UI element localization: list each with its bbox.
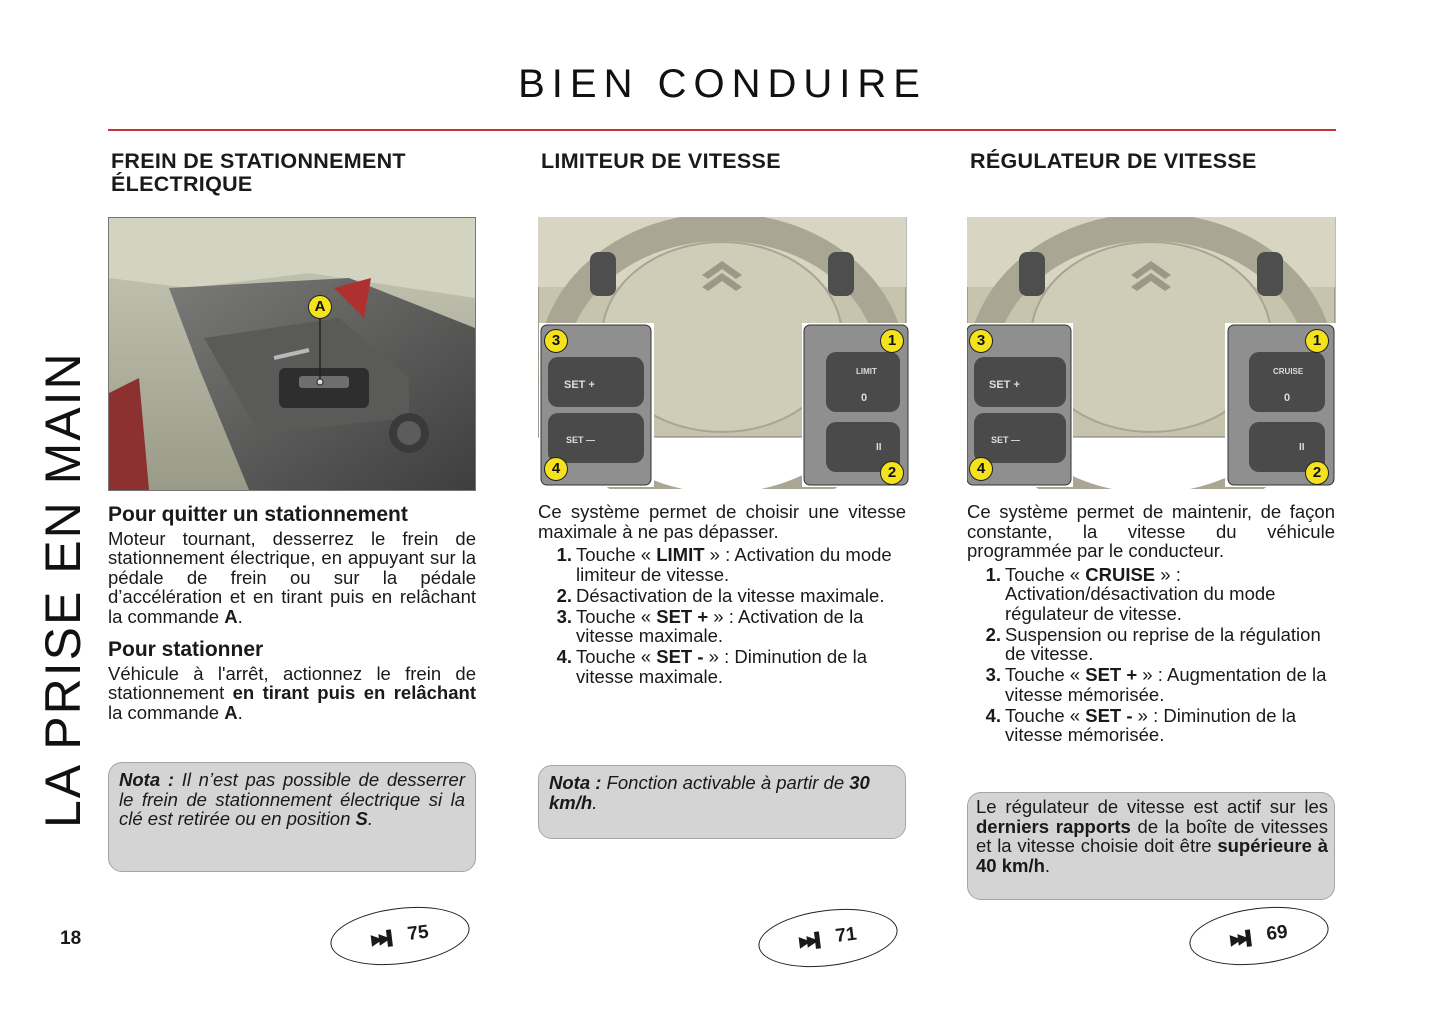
page-ref-label: 69 [1265, 921, 1289, 945]
limiter-intro: Ce système permet de choisir une vitesse maximale à ne pas dépasser. [538, 501, 906, 542]
badge-3: 3 [544, 329, 568, 353]
limiter-steps [538, 545, 906, 686]
page-ref-label: 71 [834, 923, 858, 947]
park-paragraph: Véhicule à l'arrêt, actionnez le frein de stationnement en tirant puis en relâchant la commande A. [108, 662, 476, 723]
list-item: 2. Désactivation de la vitesse maximale. [556, 584, 885, 606]
cruise-label: CRUISE [1273, 367, 1304, 376]
badge-1: 1 [880, 329, 904, 353]
limiter-wheel-photo [538, 217, 908, 489]
set-plus-label: SET + [564, 379, 595, 391]
control-a-label: A [308, 295, 332, 319]
zero-label: 0 [861, 392, 868, 404]
skip-forward-icon: ▶▶▌ [1229, 928, 1254, 947]
note-box-parking-brake: Nota : Il n’est pas possible de desserrer le frein de stationnement électrique si la clé est retirée ou en position S. [108, 762, 476, 872]
title-line-2: ÉLECTRIQUE [111, 172, 253, 196]
column-cruise-control [967, 150, 1335, 746]
column-speed-limiter [538, 150, 906, 688]
section-title [108, 150, 476, 210]
badge-3: 3 [969, 329, 993, 353]
page-title: BIEN CONDUIRE [518, 62, 927, 106]
steering-wheel-illustration [538, 217, 910, 489]
list-item: 2. Suspension ou reprise de la régulation de vitesse. [985, 623, 1321, 664]
skip-forward-icon: ▶▶▌ [370, 928, 395, 947]
subheading-park: Pour stationner [108, 638, 264, 661]
section-title: LIMITEUR DE VITESSE [541, 149, 781, 173]
cruise-intro: Ce système permet de maintenir, de façon constante, la vitesse du véhicule programmée par le conducteur. [967, 501, 1335, 561]
zero-label: 0 [1284, 392, 1291, 404]
section-title: RÉGULATEUR DE VITESSE [970, 149, 1257, 173]
list-item: 1. Touche « LIMIT » : Activation du mode limiteur de vitesse. [556, 544, 892, 585]
list-item: 3. Touche « SET + » : Activation de la vitesse maximale. [556, 605, 864, 646]
subheading-release: Pour quitter un stationnement [108, 503, 408, 526]
limit-label: LIMIT [856, 367, 877, 376]
pause-label: II [876, 442, 882, 453]
title-line-1: FREIN DE STATIONNEMENT [111, 149, 406, 173]
set-minus-label: SET — [991, 435, 1021, 445]
badge-2: 2 [880, 461, 904, 485]
cruise-text [967, 502, 1335, 745]
chapter-title: LA PRISE EN MAIN [35, 351, 91, 828]
page-ref-71[interactable] [755, 902, 901, 975]
release-paragraph: Moteur tournant, desserrez le frein de stationnement électrique, en appuyant sur la pédale de frein ou sur la pédale d’accélération et en tirant puis en relâchant la commande A. [108, 527, 476, 627]
badge-4: 4 [544, 457, 568, 481]
page-ref-label: 75 [406, 921, 430, 945]
skip-forward-icon: ▶▶▌ [798, 930, 823, 949]
page-ref-69[interactable] [1186, 900, 1332, 973]
pause-label: II [1299, 442, 1305, 453]
list-item: 4. Touche « SET - » : Diminution de la vitesse maximale. [556, 646, 868, 687]
cruise-wheel-photo [967, 217, 1337, 489]
steering-wheel-illustration [967, 217, 1339, 489]
list-item: 1. Touche « CRUISE » : Activation/désactivation du mode régulateur de vitesse. [985, 563, 1276, 624]
page-number: 18 [60, 928, 82, 949]
badge-1: 1 [1305, 329, 1329, 353]
set-minus-label: SET — [566, 435, 596, 445]
note-box-cruise: Le régulateur de vitesse est actif sur les derniers rapports de la boîte de vitesses et la vitesse choisie doit être supérieure à 40 km/h. [967, 792, 1335, 900]
page-ref-75[interactable] [327, 900, 473, 973]
badge-4: 4 [969, 457, 993, 481]
cruise-steps [967, 565, 1335, 745]
note-box-limiter: Nota : Fonction activable à partir de 30 km/h. [538, 765, 906, 839]
set-plus-label: SET + [989, 379, 1020, 391]
list-item: 3. Touche « SET + » : Augmentation de la vitesse mémorisée. [985, 664, 1327, 705]
limiter-text [538, 502, 906, 686]
list-item: 4. Touche « SET - » : Diminution de la vitesse mémorisée. [985, 704, 1297, 745]
badge-2: 2 [1305, 461, 1329, 485]
parking-brake-text [108, 505, 476, 722]
console-illustration [109, 218, 475, 490]
column-parking-brake [108, 150, 476, 736]
parking-brake-photo [108, 217, 476, 491]
header-rule [108, 129, 1336, 131]
